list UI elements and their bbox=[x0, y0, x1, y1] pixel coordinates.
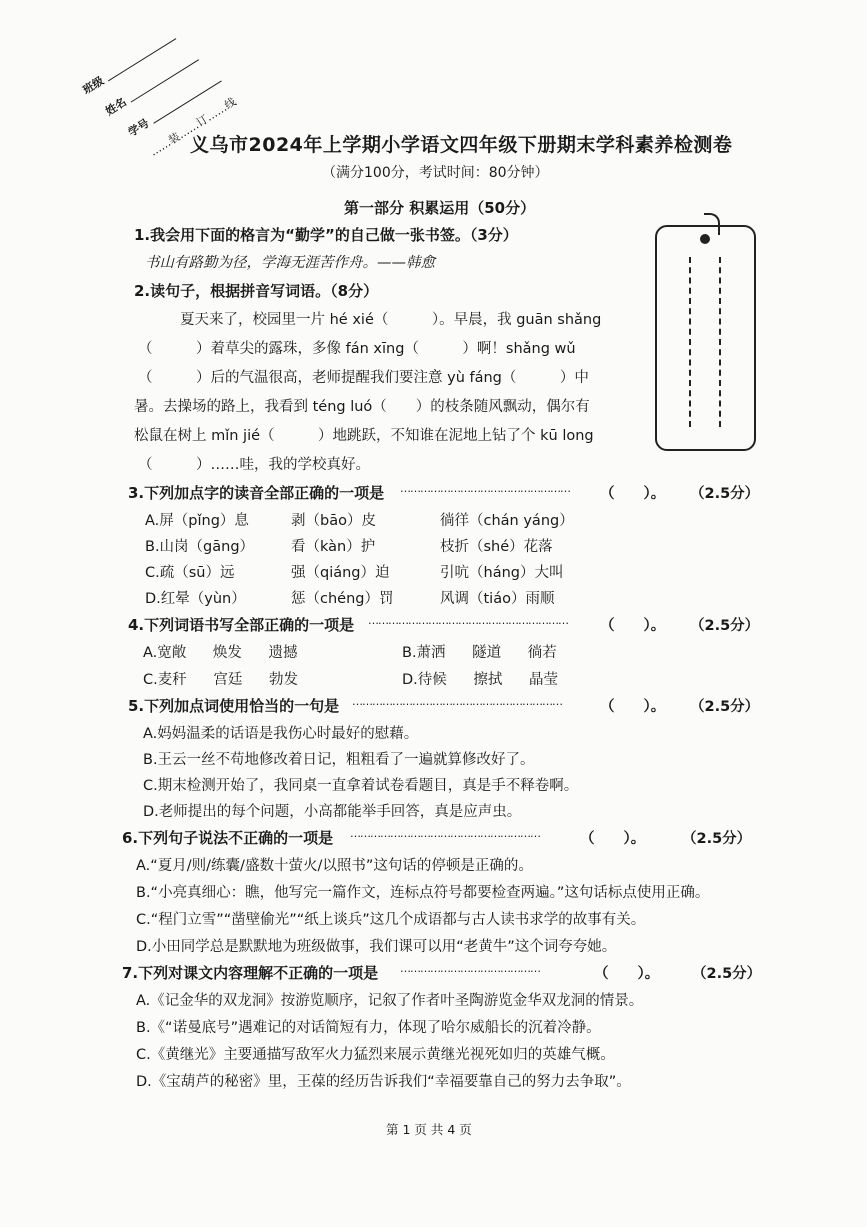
question-5-option[interactable]: D.老师提出的每个问题，小高都能举手回答，真是应声虫。 bbox=[143, 804, 522, 820]
word: B.萧洒 bbox=[402, 645, 446, 661]
question-4-stem: 4.下列词语书写全部正确的一项是 bbox=[128, 616, 355, 634]
question-6-option[interactable]: D.小田同学总是默默地为班级做事，我们课可以用“老黄牛”这个词夸夸她。 bbox=[136, 939, 617, 955]
word: 遗撼 bbox=[268, 645, 298, 661]
question-3-option[interactable]: A.屏（pǐng）息 bbox=[145, 513, 249, 529]
question-1-quote: 书山有路勤为径，学海无涯苦作舟。——韩愈 bbox=[145, 255, 435, 271]
question-3-answer[interactable]: （ ）。 bbox=[600, 486, 666, 502]
question-3-option: 引吭（háng）大叫 bbox=[440, 565, 564, 581]
question-2-line: 暑。去操场的路上，我看到 téng luó（ ）的枝条随风飘动，偶尔有 bbox=[134, 399, 590, 415]
question-5-option[interactable]: B.王云一丝不苟地修改着日记，粗粗看了一遍就算修改好了。 bbox=[143, 752, 535, 768]
page-number: 第 1 页 共 4 页 bbox=[386, 1122, 472, 1137]
question-7-option[interactable]: D.《宝葫芦的秘密》里，王葆的经历告诉我们“幸福要靠自己的努力去争取”。 bbox=[136, 1074, 631, 1090]
question-2-line: 松鼠在树上 mǐn jié（ ）地跳跃，不知谁在泥地上钻了个 kū long bbox=[134, 428, 594, 444]
question-5-stem: 5.下列加点词使用恰当的一句是 bbox=[128, 697, 340, 715]
question-4-answer[interactable]: （ ）。 bbox=[600, 618, 666, 634]
question-5-score: （2.5分） bbox=[690, 699, 760, 715]
word: 焕发 bbox=[212, 645, 242, 661]
word: 宫廷 bbox=[213, 672, 243, 688]
id-label: 学号 bbox=[125, 116, 152, 140]
word: C.麦秆 bbox=[143, 672, 187, 688]
bookmark-dashed-line bbox=[689, 257, 691, 427]
question-6-option[interactable]: A.“夏月/则/练囊/盛数十萤火/以照书”这句话的停顿是正确的。 bbox=[136, 858, 533, 874]
question-6-stem: 6.下列句子说法不正确的一项是 bbox=[122, 829, 334, 847]
question-6-answer[interactable]: （ ）。 bbox=[580, 831, 646, 847]
word: 勃发 bbox=[268, 672, 298, 688]
word: D.待候 bbox=[402, 672, 447, 688]
question-2-stem: 2.读句子，根据拼音写词语。（8分） bbox=[134, 282, 379, 300]
question-3-option: 风调（tiáo）雨顺 bbox=[440, 591, 555, 607]
class-blank bbox=[108, 38, 176, 81]
question-4-dots: …………………………………………………… bbox=[368, 614, 568, 627]
question-4-option-a[interactable] bbox=[143, 641, 298, 662]
question-6-option[interactable]: C.“程门立雪”“凿壁偷光”“纸上谈兵”这几个成语都与古人读书求学的故事有关。 bbox=[136, 912, 646, 928]
question-3-option: 枝折（shé）花落 bbox=[440, 539, 553, 555]
question-3-stem: 3.下列加点字的读音全部正确的一项是 bbox=[128, 484, 385, 502]
question-2-line: （ ）着草尖的露珠，多像 fán xīng（ ）啊！shǎng wǔ bbox=[138, 341, 576, 357]
question-3-score: （2.5分） bbox=[690, 486, 760, 502]
question-7-stem: 7.下列对课文内容理解不正确的一项是 bbox=[122, 964, 379, 982]
question-2-line: （ ）……哇，我的学校真好。 bbox=[138, 457, 370, 473]
question-3-option[interactable]: D.红晕（yùn） bbox=[145, 591, 246, 607]
word: 隧道 bbox=[472, 645, 502, 661]
word: A.宽敞 bbox=[143, 645, 187, 661]
question-3-option: 徜徉（chán yáng） bbox=[440, 513, 574, 529]
question-4-score: （2.5分） bbox=[690, 618, 760, 634]
question-6-dots: ………………………………………………… bbox=[350, 827, 540, 840]
question-7-option[interactable]: A.《记金华的双龙洞》按游览顺序，记叙了作者叶圣陶游览金华双龙洞的情景。 bbox=[136, 993, 644, 1009]
exam-subtitle: （满分100分，考试时间：80分钟） bbox=[322, 165, 549, 181]
question-7-score: （2.5分） bbox=[692, 966, 762, 982]
question-7-dots: …………………………………… bbox=[400, 962, 540, 975]
question-3-option[interactable]: B.山岗（gāng） bbox=[145, 539, 255, 555]
seal-line: ……装……订……线 bbox=[147, 95, 239, 159]
question-5-dots: ……………………………………………………… bbox=[352, 695, 562, 708]
question-5-option[interactable]: C.期末检测开始了，我同桌一直拿着试卷看题目，真是手不释卷啊。 bbox=[143, 778, 579, 794]
question-4-option-c[interactable] bbox=[143, 668, 298, 689]
bookmark-drawing bbox=[655, 225, 756, 451]
class-label: 班级 bbox=[80, 74, 107, 97]
bookmark-dashed-line bbox=[719, 257, 721, 427]
bookmark-string bbox=[704, 213, 720, 235]
question-5-answer[interactable]: （ ）。 bbox=[600, 699, 666, 715]
question-3-option: 强（qiáng）迫 bbox=[291, 565, 390, 581]
bookmark-hole bbox=[700, 234, 710, 244]
question-7-option[interactable]: B.《“诺曼底号”遇难记的对话简短有力，体现了哈尔威船长的沉着冷静。 bbox=[136, 1020, 601, 1036]
question-3-option: 看（kàn）护 bbox=[291, 539, 376, 555]
question-3-option: 惩（chéng）罚 bbox=[291, 591, 394, 607]
question-7-answer[interactable]: （ ）。 bbox=[594, 966, 660, 982]
question-3-dots: …………………………………………… bbox=[400, 482, 570, 495]
question-6-score: （2.5分） bbox=[682, 831, 752, 847]
question-6-option[interactable]: B.“小亮真细心：瞧，他写完一篇作文，连标点符号都要检查两遍。”这句话标点使用正确。 bbox=[136, 885, 710, 901]
question-2-line: （ ）后的气温很高，老师提醒我们要注意 yù fáng（ ）中 bbox=[138, 370, 589, 386]
question-3-option: 剥（bāo）皮 bbox=[291, 513, 376, 529]
question-3-option[interactable]: C.疏（sū）远 bbox=[145, 565, 235, 581]
question-7-option[interactable]: C.《黄继光》主要通描写敌军火力猛烈来展示黄继光视死如归的英雄气概。 bbox=[136, 1047, 615, 1063]
section-title: 第一部分 积累运用（50分） bbox=[344, 199, 536, 217]
question-5-option[interactable]: A.妈妈温柔的话语是我伤心时最好的慰藉。 bbox=[143, 726, 419, 742]
word: 徜若 bbox=[527, 645, 557, 661]
question-1-stem: 1.我会用下面的格言为“勤学”的自己做一张书签。（3分） bbox=[134, 226, 518, 244]
name-blank bbox=[131, 59, 199, 102]
name-label: 姓名 bbox=[103, 95, 129, 119]
word: 晶莹 bbox=[529, 672, 558, 688]
question-4-option-d[interactable] bbox=[402, 668, 558, 689]
question-4-option-b[interactable] bbox=[402, 641, 557, 662]
question-2-line: 夏天来了，校园里一片 hé xié（ ）。早晨，我 guān shǎng bbox=[180, 312, 602, 328]
word: 擦拭 bbox=[473, 672, 503, 688]
exam-title: 义乌市2024年上学期小学语文四年级下册期末学科素养检测卷 bbox=[190, 134, 733, 156]
